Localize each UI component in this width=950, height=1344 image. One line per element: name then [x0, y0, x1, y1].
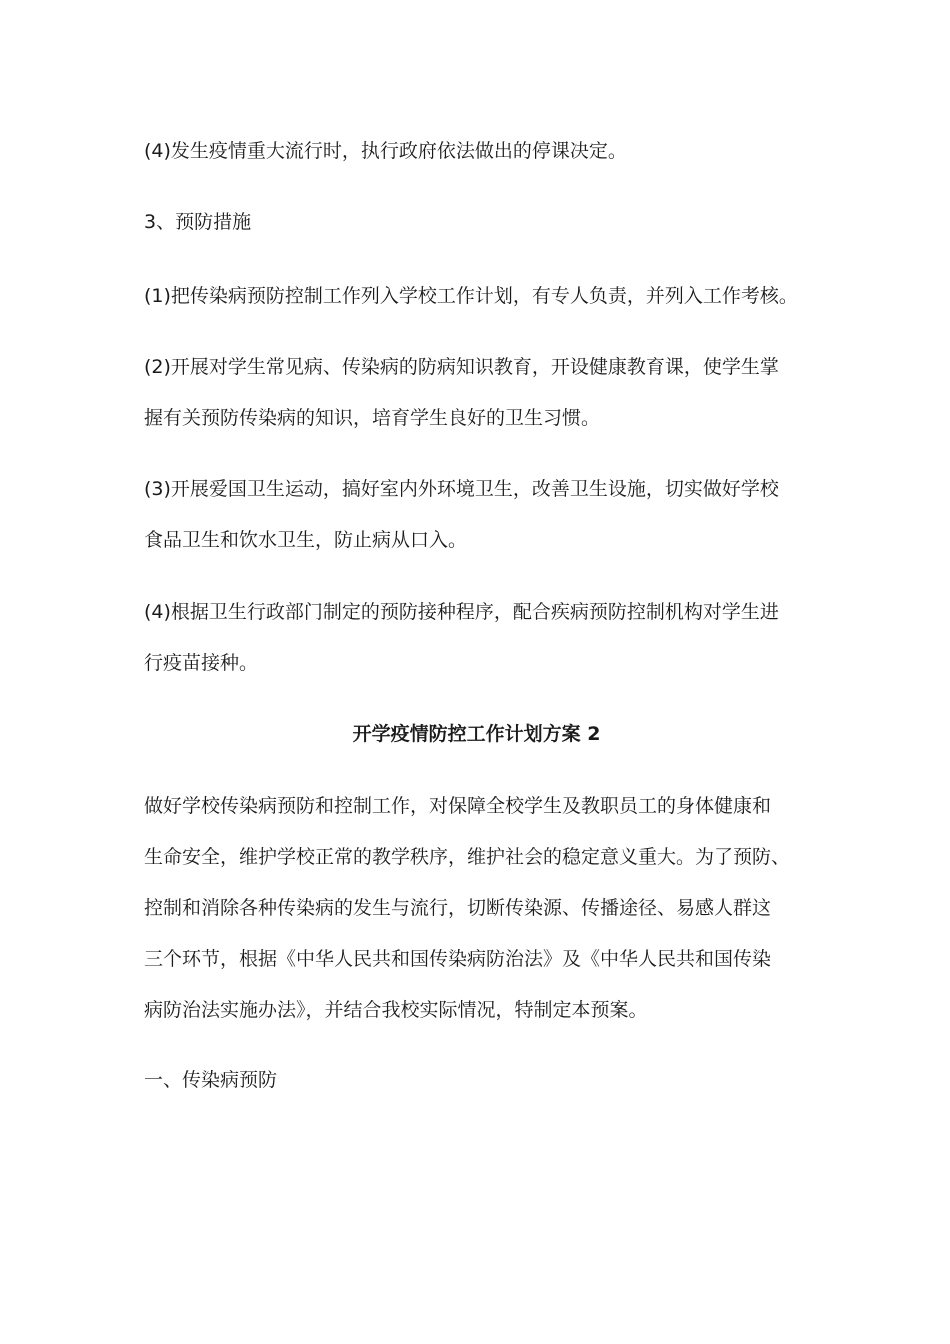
paragraph-line: (1)把传染病预防控制工作列入学校工作计划，有专人负责，并列入工作考核。 — [144, 285, 798, 307]
paragraph-line: 控制和消除各种传染病的发生与流行，切断传染源、传播途径、易感人群这 — [144, 897, 772, 919]
paragraph-line: 3、预防措施 — [144, 211, 252, 233]
paragraph-measure-2 — [144, 342, 824, 444]
paragraph-suspension — [144, 126, 824, 177]
paragraph-line: (4)根据卫生行政部门制定的预防接种程序，配合疾病预防控制机构对学生进 — [144, 601, 779, 623]
paragraph-line: 握有关预防传染病的知识，培育学生良好的卫生习惯。 — [144, 407, 601, 429]
paragraph-measure-3 — [144, 464, 824, 566]
plan-title: 开学疫情防控工作计划方案 2 — [352, 723, 601, 745]
paragraph-line: 生命安全，维护学校正常的教学秩序，维护社会的稳定意义重大。为了预防、 — [144, 846, 791, 868]
paragraph-line: (4)发生疫情重大流行时，执行政府依法做出的停课决定。 — [144, 140, 627, 162]
paragraph-line: 食品卫生和饮水卫生，防止病从口入。 — [144, 529, 468, 551]
paragraph-line: (2)开展对学生常见病、传染病的防病知识教育，开设健康教育课，使学生掌 — [144, 356, 779, 378]
paragraph-line: 病防治法实施办法》，并结合我校实际情况，特制定本预案。 — [144, 999, 648, 1021]
paragraph-measure-1 — [144, 271, 824, 322]
paragraph-line: 一、传染病预防 — [144, 1069, 278, 1091]
paragraph-line: 三个环节，根据《中华人民共和国传染病防治法》及《中华人民共和国传染 — [144, 948, 772, 970]
paragraph-line: 做好学校传染病预防和控制工作，对保障全校学生及教职员工的身体健康和 — [144, 795, 772, 817]
paragraph-measure-4 — [144, 587, 824, 689]
section-heading-disease-prevention — [144, 1055, 824, 1106]
paragraph-line: (3)开展爱国卫生运动，搞好室内外环境卫生，改善卫生设施，切实做好学校 — [144, 478, 779, 500]
paragraph-line: 行疫苗接种。 — [144, 652, 259, 674]
section-heading-prevention-measures — [144, 197, 824, 248]
paragraph-introduction — [144, 781, 824, 1036]
